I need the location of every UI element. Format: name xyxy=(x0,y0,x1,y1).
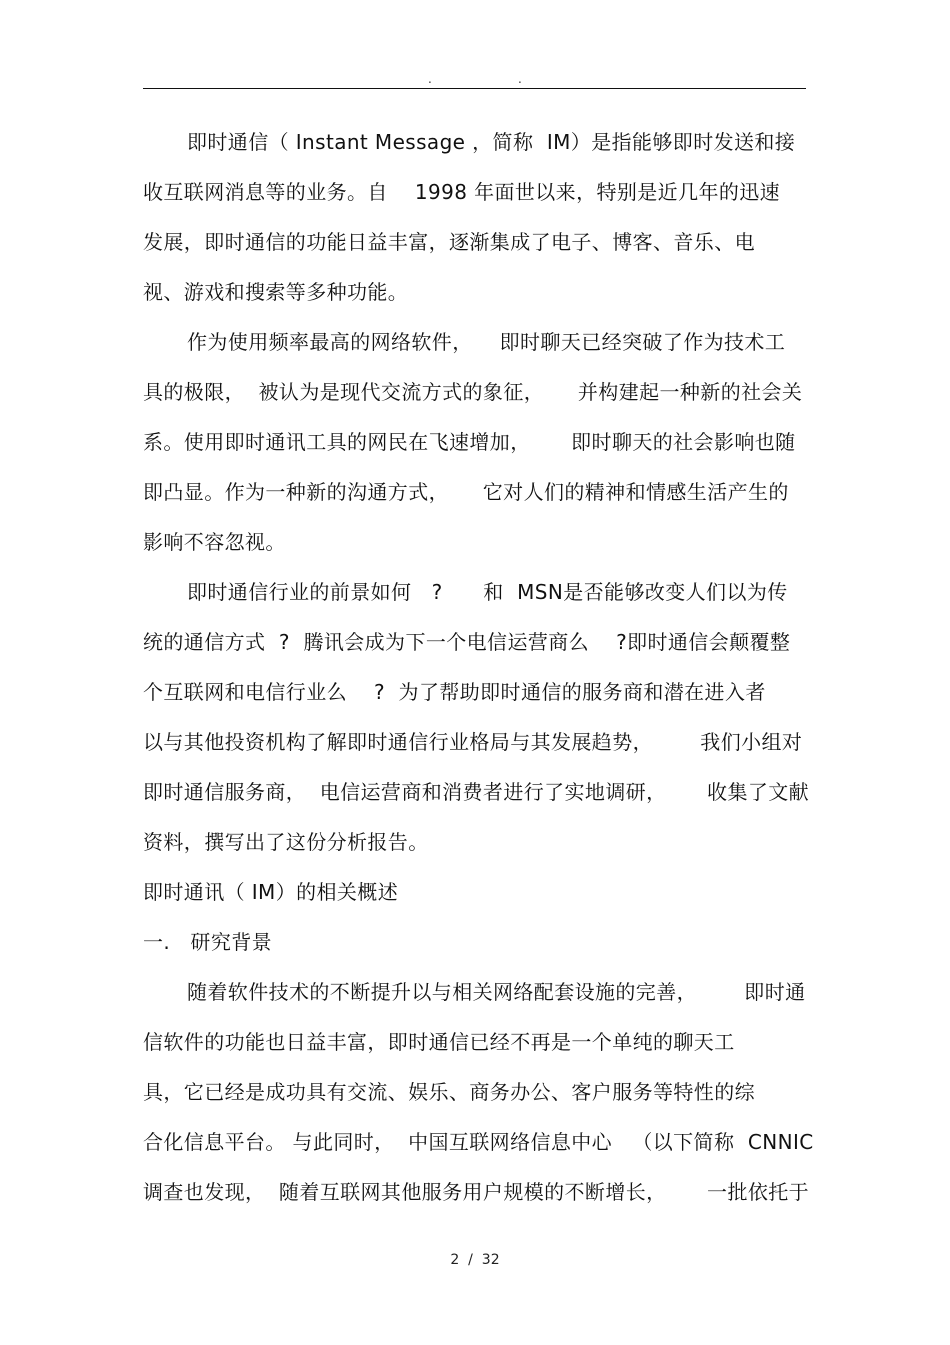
paragraph-industry-outlook-line: 统的通信方式 ? 腾讯会成为下一个电信运营商么 ?即时通信会颠覆整 xyxy=(143,630,791,654)
running-header xyxy=(420,72,540,86)
header-rule xyxy=(143,88,806,89)
paragraph-social-impact-line: 作为使用频率最高的网络软件， 即时聊天已经突破了作为技术工 xyxy=(187,330,786,354)
paragraph-research-background-line: 具，它已经是成功具有交流、娱乐、商务办公、客户服务等特性的综 xyxy=(143,1080,755,1104)
paragraph-im-definition-line: 发展，即时通信的功能日益丰富，逐渐集成了电子、博客、音乐、电 xyxy=(143,230,755,254)
paragraph-industry-outlook-line: 资料，撰写出了这份分析报告。 xyxy=(143,830,429,854)
paragraph-im-definition-line: 视、游戏和搜索等多种功能。 xyxy=(143,280,409,304)
paragraph-research-background-line: 信软件的功能也日益丰富，即时通信已经不再是一个单纯的聊天工 xyxy=(143,1030,735,1054)
paragraph-social-impact-line: 即凸显。作为一种新的沟通方式， 它对人们的精神和情感生活产生的 xyxy=(143,480,789,504)
paragraph-industry-outlook-line: 即时通信行业的前景如何 ? 和 MSN是否能够改变人们以为传 xyxy=(187,580,788,604)
paragraph-research-background-line: 合化信息平台。 与此同时， 中国互联网络信息中心 （以下简称 CNNIC xyxy=(143,1130,814,1154)
paragraph-research-background-line: 随着软件技术的不断提升以与相关网络配套设施的完善， 即时通 xyxy=(187,980,806,1004)
paragraph-social-impact-line: 影响不容忽视。 xyxy=(143,530,286,554)
paragraph-research-background-line: 调查也发现， 随着互联网其他服务用户规模的不断增长， 一批依托于 xyxy=(143,1180,810,1204)
header-dot-right: . xyxy=(518,72,522,86)
paragraph-industry-outlook-line: 以与其他投资机构了解即时通信行业格局与其发展趋势， 我们小组对 xyxy=(143,730,803,754)
paragraph-social-impact-line: 具的极限， 被认为是现代交流方式的象征， 并构建起一种新的社会关 xyxy=(143,380,803,404)
paragraph-industry-outlook-line: 即时通信服务商， 电信运营商和消费者进行了实地调研， 收集了文献 xyxy=(143,780,810,804)
page-number: 2 / 32 xyxy=(450,1252,500,1268)
paragraph-im-definition-line: 即时通信（ Instant Message ，简称 IM）是指能够即时发送和接 xyxy=(187,130,796,154)
section-heading: 即时通讯（ IM）的相关概述 xyxy=(143,880,399,904)
header-dot-left: . xyxy=(428,72,432,86)
paragraph-social-impact-line: 系。使用即时通讯工具的网民在飞速增加， 即时聊天的社会影响也随 xyxy=(143,430,796,454)
subsection-heading: 一. 研究背景 xyxy=(143,930,273,954)
paragraph-industry-outlook-line: 个互联网和电信行业么 ? 为了帮助即时通信的服务商和潜在进入者 xyxy=(143,680,766,704)
paragraph-im-definition-line: 收互联网消息等的业务。自 1998 年面世以来，特别是近几年的迅速 xyxy=(143,180,781,204)
